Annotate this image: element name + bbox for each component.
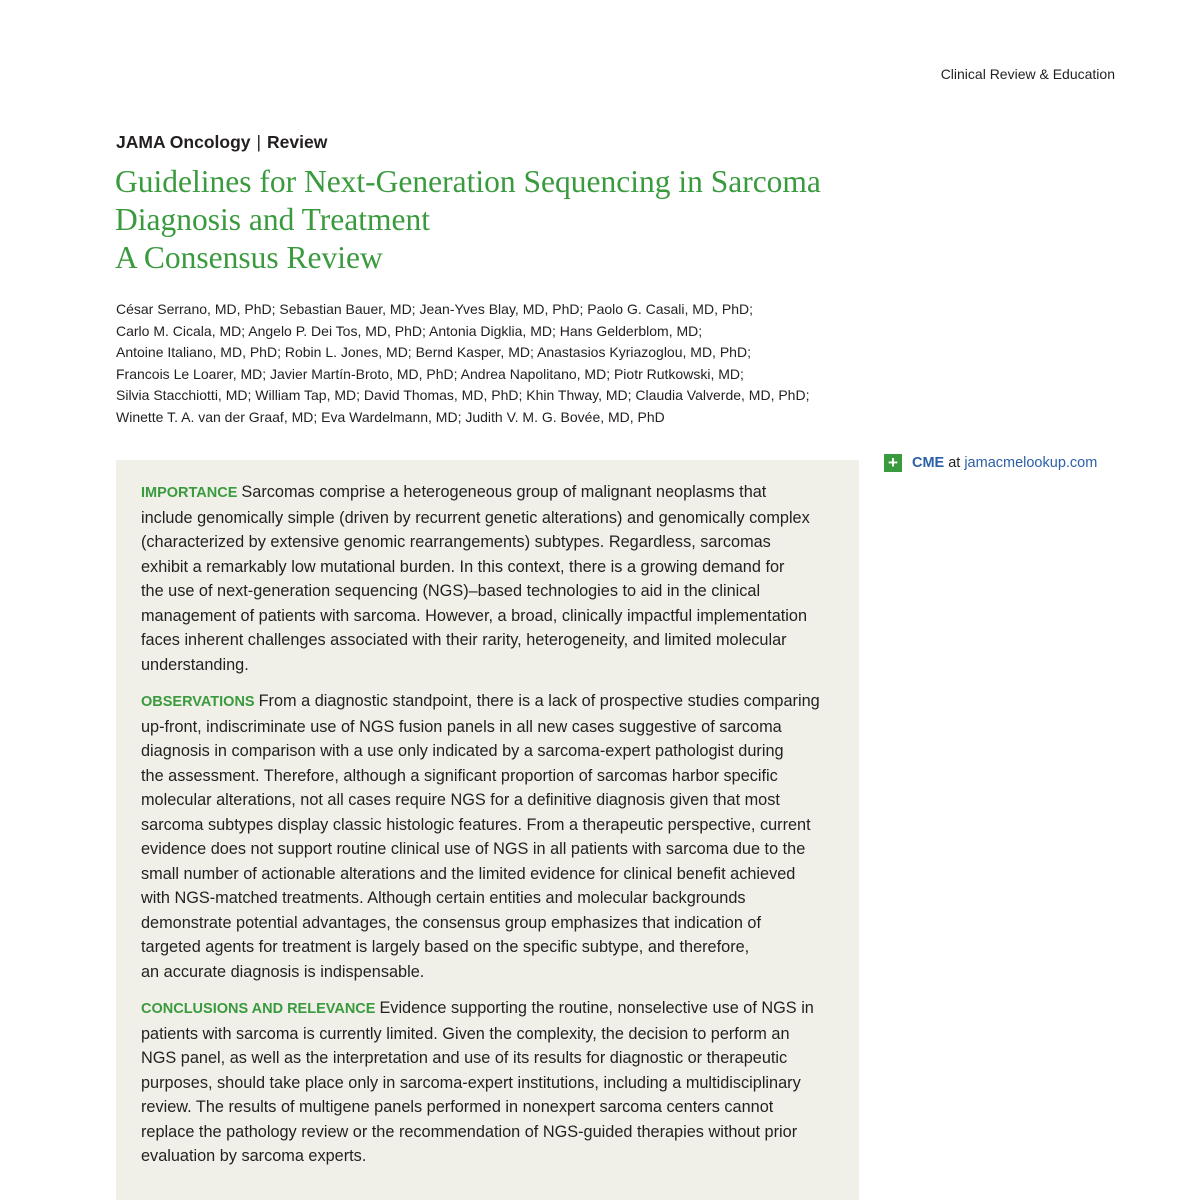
- title-line-1: Guidelines for Next-Generation Sequencing in Sarcoma: [115, 164, 821, 199]
- author-line: César Serrano, MD, PhD; Sebastian Bauer, MD; Jean-Yves Blay, MD, PhD; Paolo G. Casali, MD, PhD;: [116, 301, 753, 317]
- importance-heading: IMPORTANCE: [141, 485, 238, 501]
- abstract-line: review. The results of multigene panels performed in nonexpert sarcoma centers cannot: [141, 1098, 774, 1116]
- abstract-line: evaluation by sarcoma experts.: [141, 1147, 367, 1165]
- abstract-line: demonstrate potential advantages, the consensus group emphasizes that indication of: [141, 913, 761, 932]
- cme-label[interactable]: CME: [912, 455, 945, 471]
- abstract-line: (characterized by extensive genomic rearrangements) subtypes. Regardless, sarcomas: [141, 533, 771, 551]
- journal-line: [116, 132, 327, 153]
- author-line: Antoine Italiano, MD, PhD; Robin L. Jones, MD; Bernd Kasper, MD; Anastasios Kyriazoglou, MD, PhD;: [116, 344, 751, 360]
- abstract-text: Evidence supporting the routine, nonselective use of NGS in: [379, 999, 814, 1017]
- journal-name: JAMA Oncology: [116, 132, 251, 152]
- abstract-line: replace the pathology review or the recommendation of NGS-guided therapies without prior: [141, 1122, 798, 1141]
- section-label: Clinical Review & Education: [940, 66, 1115, 82]
- author-line: Carlo M. Cicala, MD; Angelo P. Dei Tos, MD, PhD; Antonia Digklia, MD; Hans Gelderblom, MD;: [116, 322, 703, 339]
- abstract-box: [116, 460, 859, 1200]
- cme-link-block[interactable]: [884, 454, 1097, 472]
- abstract-line: [141, 480, 841, 506]
- cme-url-link[interactable]: jamacmelookup.com: [964, 455, 1098, 471]
- abstract-line: evidence does not support routine clinical use of NGS in all patients with sarcoma due to the: [141, 840, 806, 858]
- abstract-importance: [141, 480, 841, 677]
- abstract-line: [141, 689, 841, 715]
- abstract-line: diagnosis in comparison with a use only indicated by a sarcoma-expert pathologist during: [141, 742, 784, 760]
- abstract-line: exhibit a remarkably low mutational burden. In this context, there is a growing demand for: [141, 557, 785, 576]
- abstract-text: From a diagnostic standpoint, there is a lack of prospective studies comparing: [258, 692, 820, 710]
- abstract-line: management of patients with sarcoma. However, a broad, clinically impactful implementation: [141, 606, 808, 625]
- abstract-line: with NGS-matched treatments. Although certain entities and molecular backgrounds: [141, 889, 746, 907]
- journal-separator: |: [256, 132, 262, 152]
- abstract-text: Sarcomas comprise a heterogeneous group of malignant neoplasms that: [241, 483, 767, 501]
- abstract-line: patients with sarcoma is currently limited. Given the complexity, the decision to perform an: [141, 1024, 790, 1043]
- abstract-line: the assessment. Therefore, although a significant proportion of sarcomas harbor specific: [141, 766, 778, 785]
- abstract-content: [141, 480, 841, 1181]
- abstract-conclusions: [141, 996, 841, 1169]
- abstract-line: up-front, indiscriminate use of NGS fusion panels in all new cases suggestive of sarcoma: [141, 717, 782, 736]
- title-line-2: Diagnosis and Treatment: [115, 202, 430, 237]
- abstract-line: molecular alterations, not all cases require NGS for a definitive diagnosis given that most: [141, 791, 780, 809]
- abstract-line: an accurate diagnosis is indispensable.: [141, 962, 425, 981]
- author-line: Silvia Stacchiotti, MD; William Tap, MD; David Thomas, MD, PhD; Khin Thway, MD; Claudia Valverde, MD, PhD;: [116, 387, 810, 403]
- cme-at: at: [948, 455, 961, 471]
- abstract-line: NGS panel, as well as the interpretation and use of its results for diagnostic or therapeutic: [141, 1049, 788, 1067]
- observations-heading: OBSERVATIONS: [141, 694, 255, 710]
- article-title: [115, 163, 915, 277]
- abstract-line: targeted agents for treatment is largely based on the specific subtype, and therefore,: [141, 938, 750, 956]
- abstract-line: faces inherent challenges associated with their rarity, heterogeneity, and limited molecular: [141, 631, 787, 649]
- abstract-line: [141, 996, 841, 1022]
- article-subtitle: A Consensus Review: [115, 240, 383, 275]
- conclusions-heading: CONCLUSIONS AND RELEVANCE: [141, 1001, 376, 1017]
- author-line: Winette T. A. van der Graaf, MD; Eva Wardelmann, MD; Judith V. M. G. Bovée, MD, PhD: [116, 408, 665, 425]
- abstract-line: the use of next-generation sequencing (NGS)–based technologies to aid in the clinical: [141, 582, 761, 600]
- abstract-line: sarcoma subtypes display classic histologic features. From a therapeutic perspective, current: [141, 815, 811, 834]
- author-line: Francois Le Loarer, MD; Javier Martín-Broto, MD, PhD; Andrea Napolitano, MD; Piotr Rutkowski, MD;: [116, 365, 744, 382]
- plus-icon: +: [884, 454, 902, 472]
- author-list: [116, 299, 876, 428]
- abstract-line: purposes, should take place only in sarcoma-expert institutions, including a multidisciplinary: [141, 1073, 801, 1092]
- article-type: Review: [267, 132, 328, 152]
- abstract-observations: [141, 689, 841, 984]
- abstract-line: include genomically simple (driven by recurrent genetic alterations) and genomically complex: [141, 508, 810, 527]
- abstract-line: small number of actionable alterations and the limited evidence for clinical benefit achieved: [141, 864, 796, 883]
- abstract-line: understanding.: [141, 655, 249, 674]
